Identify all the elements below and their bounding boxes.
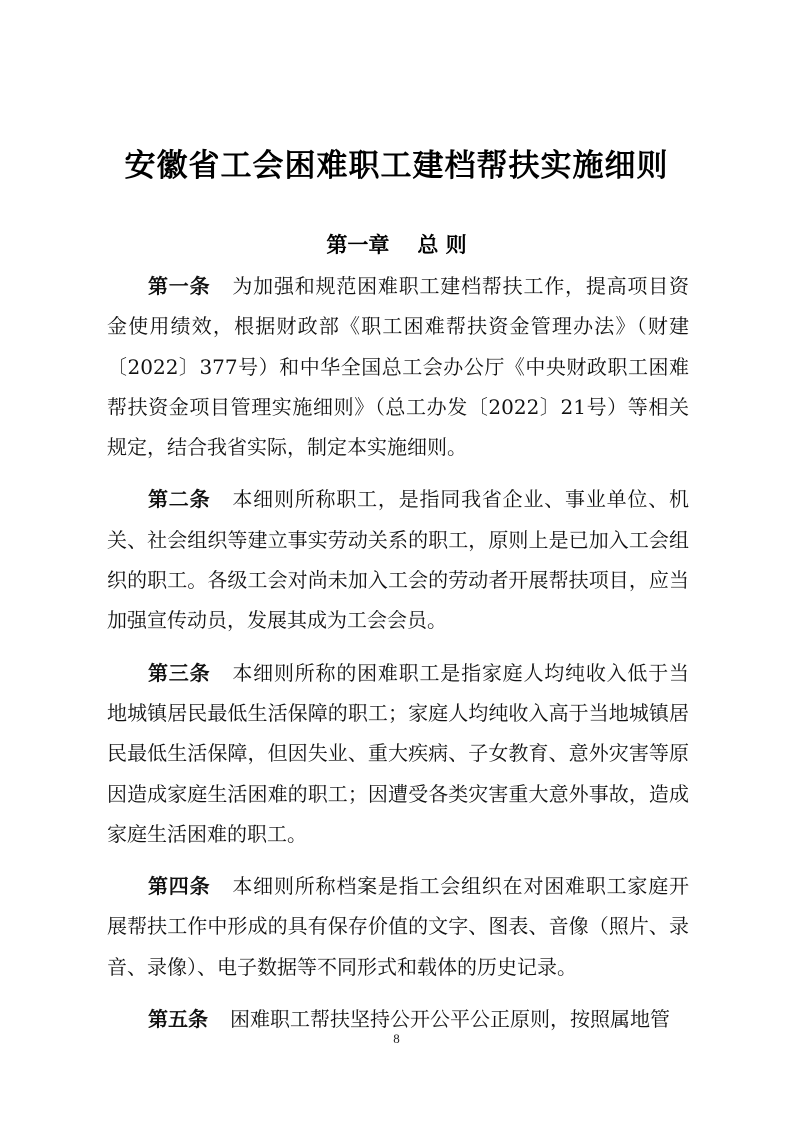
document-body xyxy=(107,266,689,1039)
chapter-name: 总 则 xyxy=(417,233,467,257)
article-text: 困难职工帮扶坚持公开公平公正原则，按照属地管 xyxy=(230,1007,670,1032)
article-text: 本细则所称职工，是指同我省企业、事业单位、机关、社会组织等建立事实劳动关系的职工，原则上是已加入工会组织的职工。各级工会对尚未加入工会的劳动者开展帮扶项目，应当加强宣传动员，发展其成为工会会员。 xyxy=(107,487,689,633)
article-number: 第四条 xyxy=(148,874,211,899)
article-1 xyxy=(107,266,689,467)
article-text: 本细则所称的困难职工是指家庭人均纯收入低于当地城镇居民最低生活保障的职工；家庭人均纯收入高于当地城镇居民最低生活保障，但因失业、重大疾病、子女教育、意外灾害等原因造成家庭生活困难的职工；因遭受各类灾害重大意外事故，造成家庭生活困难的职工。 xyxy=(107,660,689,846)
page-number: 8 xyxy=(393,1031,400,1046)
article-4 xyxy=(107,866,689,987)
article-number: 第一条 xyxy=(148,274,211,298)
article-3 xyxy=(107,653,689,854)
article-2 xyxy=(107,479,689,640)
article-text: 本细则所称档案是指工会组织在对困难职工家庭开展帮扶工作中形成的具有保存价值的文字、图表、音像（照片、录音、录像）、电子数据等不同形式和载体的历史记录。 xyxy=(107,874,689,979)
article-number: 第五条 xyxy=(148,1007,208,1032)
chapter-heading xyxy=(0,229,793,259)
article-number: 第二条 xyxy=(148,487,211,512)
document-title: 安徽省工会困难职工建档帮扶实施细则 xyxy=(124,148,669,184)
chapter-number: 第一章 xyxy=(326,233,390,257)
article-number: 第三条 xyxy=(148,660,211,685)
article-text: 为加强和规范困难职工建档帮扶工作，提高项目资金使用绩效，根据财政部《职工困难帮扶资金管理办法》（财建〔2022〕377号）和中华全国总工会办公厅《中央财政职工困难帮扶资金项目管理实施细则》（总工办发〔2022〕21号）等相关规定，结合我省实际，制定本实施细则。 xyxy=(107,274,689,460)
